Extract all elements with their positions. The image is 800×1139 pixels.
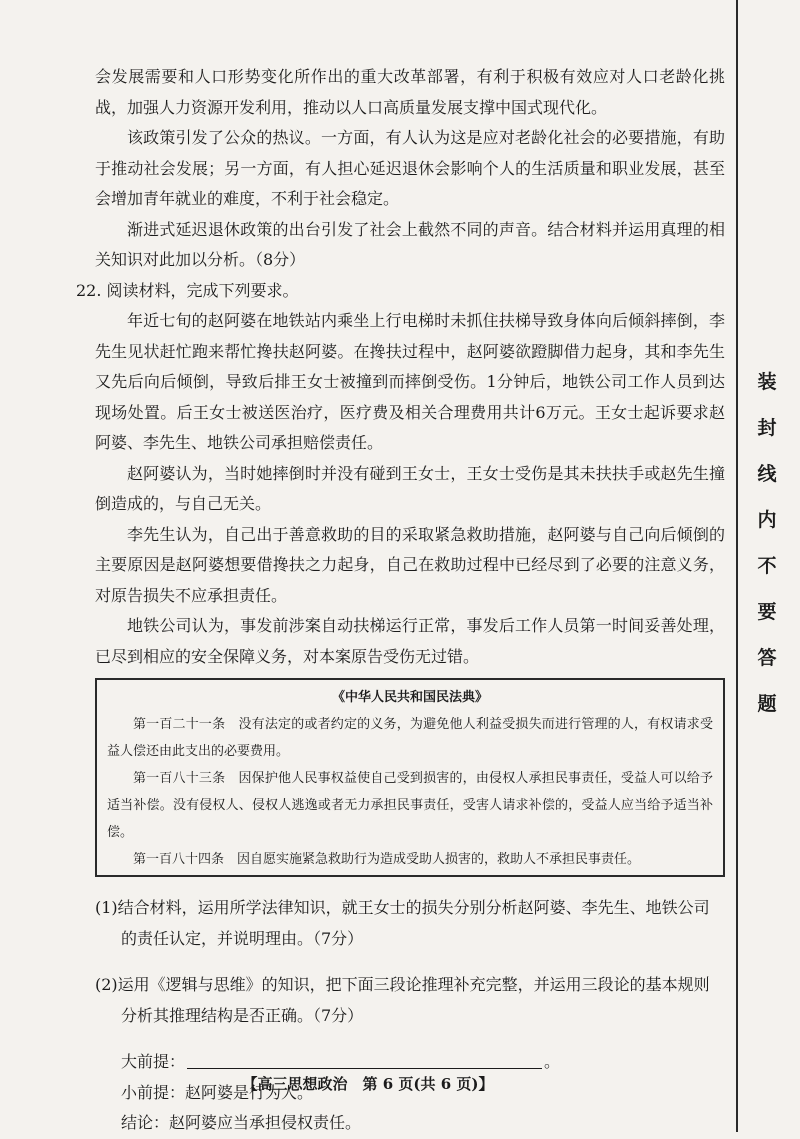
page-content	[76, 62, 725, 1139]
side-char: 封	[757, 417, 777, 439]
law-article: 第一百二十一条 没有法定的或者约定的义务，为避免他人利益受损失而进行管理的人，有权请求受益人偿还由此支出的必要费用。	[107, 717, 713, 759]
side-char: 装	[757, 371, 777, 393]
question-21-prompt: 渐进式延迟退休政策的出台引发了社会上截然不同的声音。结合材料并运用真理的相关知识对此加以分析。（8分）	[95, 219, 725, 269]
material-paragraph: 年近七旬的赵阿婆在地铁站内乘坐上行电梯时未抓住扶梯导致身体向后倾斜摔倒，李先生见状赶忙跑来帮忙搀扶赵阿婆。在搀扶过程中，赵阿婆欲蹬脚借力起身，其和李先生又先后向后倾倒，导致后排王女士被撞到而摔倒受伤。1分钟后，地铁公司工作人员到达现场处置。后王女士被送医治疗，医疗费及相关合理费用共计6万元。王女士起诉要求赵阿婆、李先生、地铁公司承担赔偿责任。	[95, 311, 725, 452]
side-char: 要	[757, 601, 777, 623]
conclusion: 结论：赵阿婆应当承担侵权责任。	[121, 1113, 362, 1132]
binding-side-text	[752, 370, 782, 716]
intro-paragraph: 该政策引发了公众的热议。一方面，有人认为这是应对老龄化社会的必要措施，有助于推动社会发展；另一方面，有人担心延迟退休会影响个人的生活质量和职业发展，甚至会增加青年就业的难度，不利于社会稳定。	[95, 128, 725, 208]
material-paragraph: 赵阿婆认为，当时她摔倒时并没有碰到王女士，王女士受伤是其未扶扶手或赵先生撞倒造成的，与自己无关。	[95, 463, 725, 513]
side-char: 内	[757, 509, 777, 531]
page-footer: 【高三思想政治 第 6 页(共 6 页)】	[242, 1075, 494, 1093]
question-22-heading: 22. 阅读材料，完成下列要求。	[76, 280, 299, 300]
major-premise-label: 大前提：	[121, 1052, 186, 1071]
material-paragraph: 李先生认为，自己出于善意救助的目的采取紧急救助措施，赵阿婆与自己向后倾倒的主要原因是赵阿婆想要借搀扶之力起身，自己在救助过程中已经尽到了必要的注意义务，对原告损失不应承担责任。	[95, 524, 725, 605]
law-title: 《中华人民共和国民法典》	[331, 690, 488, 705]
intro-paragraph: 会发展需要和人口形势变化所作出的重大改革部署，有利于积极有效应对人口老龄化挑战，加强人力资源开发利用，推动以人口高质量发展支撑中国式现代化。	[95, 67, 725, 117]
binding-line	[736, 0, 738, 1132]
law-article: 第一百八十三条 因保护他人民事权益使自己受到损害的，由侵权人承担民事责任，受益人可以给予适当补偿。没有侵权人、侵权人逃逸或者无力承担民事责任，受害人请求补偿的，受益人应当给予适当补偿。	[107, 771, 713, 840]
law-article: 第一百八十四条 因自愿实施紧急救助行为造成受助人损害的，救助人不承担民事责任。	[133, 852, 641, 867]
sub-question-2: (2)运用《逻辑与思维》的知识，把下面三段论推理补充完整，并运用三段论的基本规则分析其推理结构是否正确。（7分）	[95, 975, 710, 1025]
side-char: 线	[757, 463, 777, 485]
sub-question-1: (1)结合材料，运用所学法律知识，就王女士的损失分别分析赵阿婆、李先生、地铁公司的责任认定，并说明理由。（7分）	[95, 898, 710, 948]
major-premise-end: 。	[544, 1052, 561, 1071]
side-char: 不	[757, 555, 777, 577]
law-excerpt-box	[95, 678, 725, 877]
answer-blank[interactable]	[187, 1050, 542, 1069]
material-paragraph: 地铁公司认为，事发前涉案自动扶梯运行正常，事发后工作人员第一时间妥善处理，已尽到相应的安全保障义务，对本案原告受伤无过错。	[95, 616, 725, 666]
minor-premise: 小前提：赵阿婆是行为人。	[121, 1082, 314, 1102]
side-char: 题	[757, 693, 777, 715]
side-char: 答	[757, 647, 777, 669]
